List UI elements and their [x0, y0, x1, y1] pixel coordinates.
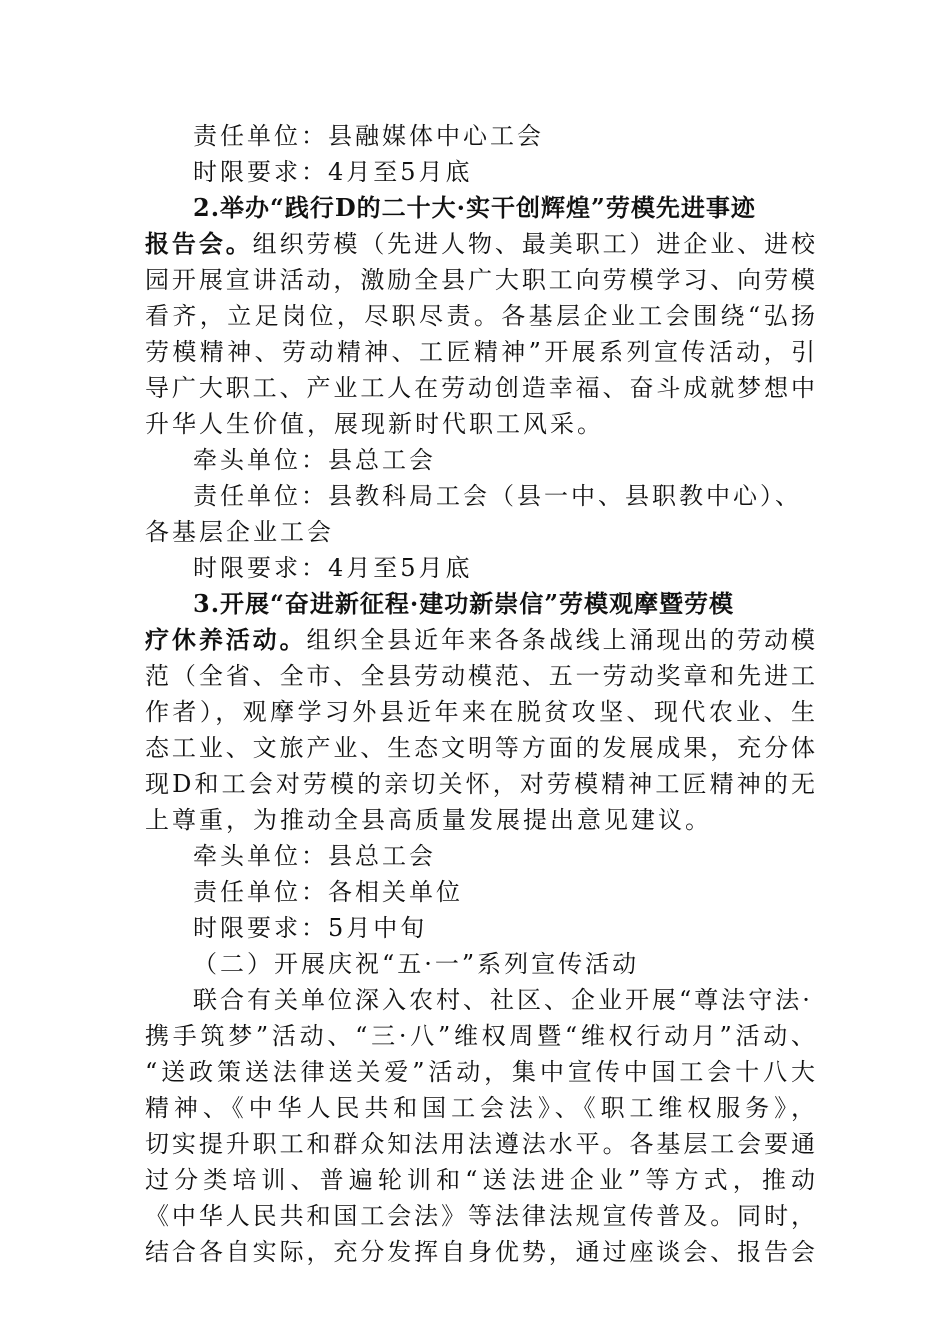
text-line: 时限要求：5月中旬: [193, 914, 428, 942]
text-line: 现D和工会对劳模的亲切关怀，对劳模精神工匠精神的无: [145, 770, 815, 798]
text-line: 责任单位：县教科局工会（县一中、县职教中心）、: [193, 482, 802, 510]
text-line: 牵头单位：县总工会: [193, 842, 436, 870]
text-line: 联合有关单位深入农村、社区、企业开展“尊法守法·: [193, 986, 813, 1014]
text-line: 过分类培训、普遍轮训和“送法进企业”等方式，推动: [145, 1166, 815, 1194]
section-heading: （二）开展庆祝“五·一”系列宣传活动: [193, 950, 640, 978]
section-heading: 3.开展“奋进新征程·建功新崇信”劳模观摩暨劳模: [193, 589, 735, 618]
text-line: 责任单位：各相关单位: [193, 878, 463, 906]
text-line: 各基层企业工会: [145, 518, 334, 546]
text-line: 园开展宣讲活动，激励全县广大职工向劳模学习、向劳模: [145, 266, 815, 294]
text-line: 作者），观摩学习外县近年来在脱贫攻坚、现代农业、生: [145, 698, 815, 726]
text-line: 导广大职工、产业工人在劳动创造幸福、奋斗成就梦想中: [145, 374, 815, 402]
text-line: 上尊重，为推动全县高质量发展提出意见建议。: [145, 806, 712, 834]
text-line: 报告会。组织劳模（先进人物、最美职工）进企业、进校: [145, 229, 816, 258]
text-line: 看齐，立足岗位，尽职尽责。各基层企业工会围绕“弘扬: [145, 302, 815, 330]
text-line: 时限要求：4月至5月底: [193, 158, 473, 186]
text-line: 切实提升职工和群众知法用法遵法水平。各基层工会要通: [145, 1130, 815, 1158]
text-line: 时限要求：4月至5月底: [193, 554, 473, 582]
text-line: 责任单位：县融媒体中心工会: [193, 122, 544, 150]
text-line: 《中华人民共和国工会法》等法律法规宣传普及。同时，: [145, 1202, 815, 1230]
section-heading: 2.举办“践行D的二十大·实干创辉煌”劳模先进事迹: [193, 193, 756, 222]
text-line: 牵头单位：县总工会: [193, 446, 436, 474]
text-line: 劳模精神、劳动精神、工匠精神”开展系列宣传活动，引: [145, 338, 815, 366]
text-line: 结合各自实际，充分发挥自身优势，通过座谈会、报告会: [145, 1238, 815, 1266]
text-line: 疗休养活动。组织全县近年来各条战线上涌现出的劳动模: [145, 625, 815, 654]
text-line: 升华人生价值，展现新时代职工风采。: [145, 410, 604, 438]
text-line: 态工业、文旅产业、生态文明等方面的发展成果，充分体: [145, 734, 815, 762]
text-line: 范（全省、全市、全县劳动模范、五一劳动奖章和先进工: [145, 662, 815, 690]
text-line: 精神、《中华人民共和国工会法》、《职工维权服务》，: [145, 1094, 815, 1122]
text-line: “送政策送法律送关爱”活动，集中宣传中国工会十八大: [145, 1058, 815, 1086]
text-line: 携手筑梦”活动、“三·八”维权周暨“维权行动月”活动、: [145, 1022, 815, 1050]
